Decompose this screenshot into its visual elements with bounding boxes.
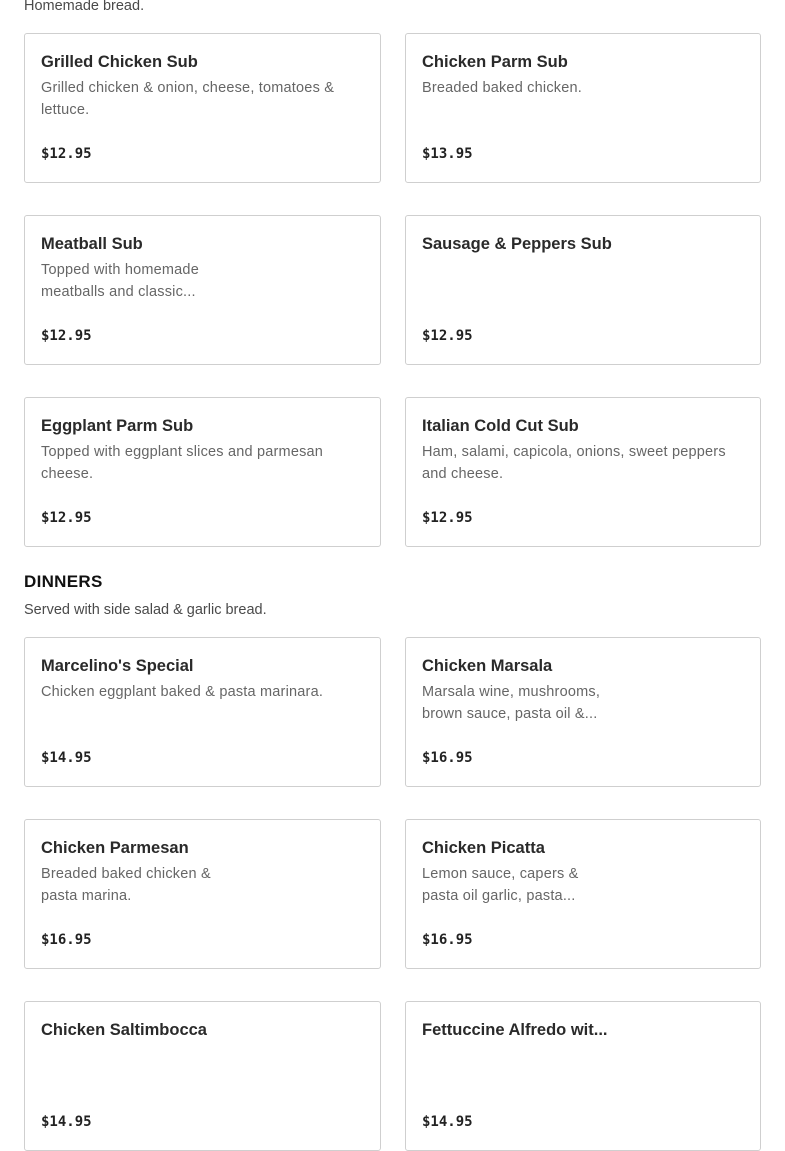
menu-item-name: Chicken Parm Sub xyxy=(422,53,568,71)
menu-item-price: $13.95 xyxy=(422,146,473,162)
menu-item-description: Ham, salami, capicola, onions, sweet peppers and cheese. xyxy=(422,444,726,482)
menu-item-name: Chicken Marsala xyxy=(422,657,553,675)
menu-item-card[interactable] xyxy=(405,819,761,969)
menu-item-description: Marsala wine, mushrooms, brown sauce, pasta oil &... xyxy=(422,684,601,722)
menu-item-price: $12.95 xyxy=(41,328,92,344)
menu-item-description: Lemon sauce, capers & pasta oil garlic, pasta... xyxy=(422,866,579,904)
menu-item-card[interactable] xyxy=(24,215,381,365)
subs-grid xyxy=(24,33,761,547)
menu-item-card[interactable] xyxy=(24,33,381,183)
menu-item-card[interactable] xyxy=(405,1001,761,1151)
menu-item-card[interactable] xyxy=(405,637,761,787)
menu-item-name: Chicken Parmesan xyxy=(41,839,189,857)
menu-item-name: Chicken Picatta xyxy=(422,839,545,857)
menu-item-price: $12.95 xyxy=(41,510,92,526)
menu-item-name: Marcelino's Special xyxy=(41,657,194,675)
section-heading-dinners: DINNERS xyxy=(24,572,103,591)
menu-item-card[interactable] xyxy=(405,397,761,547)
menu-item-price: $12.95 xyxy=(422,328,473,344)
menu-item-price: $12.95 xyxy=(41,146,92,162)
menu-item-card[interactable] xyxy=(24,637,381,787)
menu-item-card[interactable] xyxy=(405,33,761,183)
menu-item-card[interactable] xyxy=(24,397,381,547)
menu-item-description: Grilled chicken & onion, cheese, tomatoes & lettuce. xyxy=(41,80,335,118)
menu-item-name: Italian Cold Cut Sub xyxy=(422,417,579,435)
menu-item-card[interactable] xyxy=(24,819,381,969)
menu-item-name: Eggplant Parm Sub xyxy=(41,417,194,435)
menu-item-price: $16.95 xyxy=(422,932,473,948)
menu-item-description: Topped with homemade meatballs and classic... xyxy=(41,262,199,300)
menu-item-price: $16.95 xyxy=(41,932,92,948)
menu-item-description: Chicken eggplant baked & pasta marinara. xyxy=(41,684,324,700)
menu-item-name: Fettuccine Alfredo wit... xyxy=(422,1021,608,1039)
menu-item-price: $16.95 xyxy=(422,750,473,766)
menu-item-name: Meatball Sub xyxy=(41,235,143,253)
dinners-grid xyxy=(24,637,761,1151)
menu-item-price: $14.95 xyxy=(422,1114,473,1130)
menu-item-name: Grilled Chicken Sub xyxy=(41,53,198,71)
menu-item-description: Breaded baked chicken & pasta marina. xyxy=(41,866,211,904)
subs-section-note: Homemade bread. xyxy=(24,0,145,14)
menu-item-description: Topped with eggplant slices and parmesan cheese. xyxy=(41,444,324,482)
menu-item-description: Breaded baked chicken. xyxy=(422,80,582,96)
menu-item-name: Chicken Saltimbocca xyxy=(41,1021,207,1039)
menu-item-price: $14.95 xyxy=(41,750,92,766)
menu-item-card[interactable] xyxy=(24,1001,381,1151)
menu-item-price: $12.95 xyxy=(422,510,473,526)
menu-item-price: $14.95 xyxy=(41,1114,92,1130)
menu-item-card[interactable] xyxy=(405,215,761,365)
menu-item-name: Sausage & Peppers Sub xyxy=(422,235,612,253)
dinners-section-note: Served with side salad & garlic bread. xyxy=(24,602,267,618)
